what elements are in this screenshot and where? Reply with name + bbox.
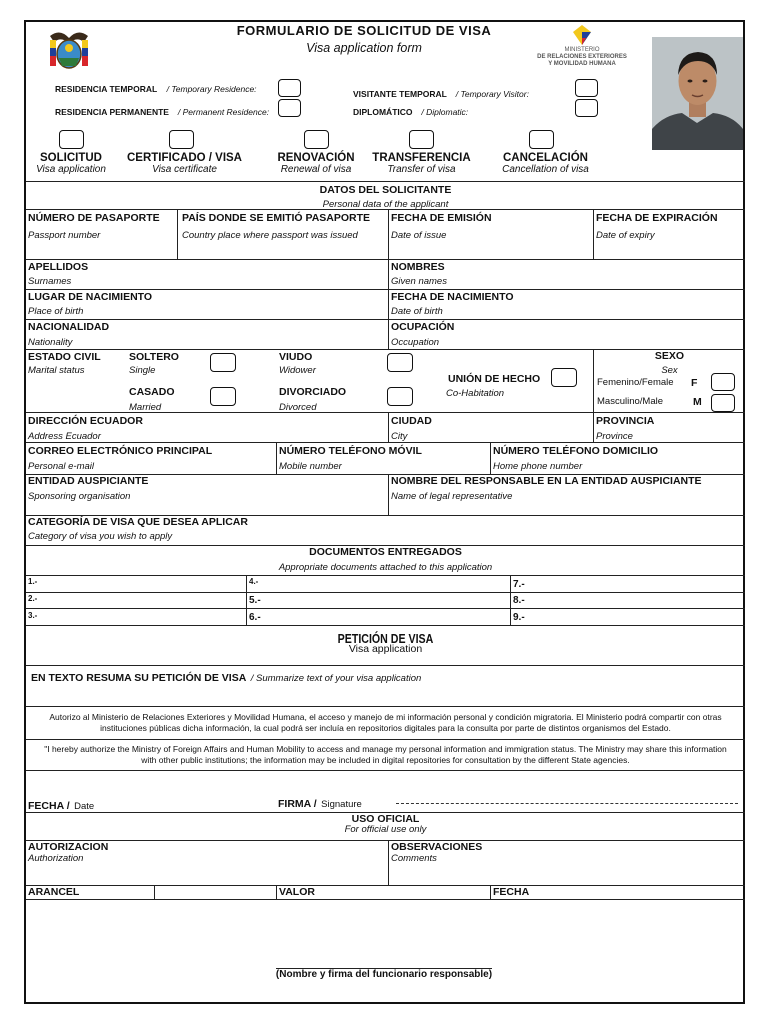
applicant-section-title: DATOS DEL SOLICITANTE xyxy=(319,184,452,196)
issuing-country-label: PAÍS DONDE SE EMITIÓ PASAPORTE xyxy=(182,212,371,224)
renovacion-checkbox[interactable] xyxy=(304,130,329,149)
expiry-date-field[interactable]: Date of expiry xyxy=(596,230,655,241)
nationality-field[interactable]: Nationality xyxy=(28,337,73,348)
legal-rep-label: NOMBRE DEL RESPONSABLE EN LA ENTIDAD AUSPICIANTE xyxy=(391,475,702,487)
home-phone-label: NÚMERO TELÉFONO DOMICILIO xyxy=(493,445,659,457)
widower-sublabel: Widower xyxy=(279,365,316,376)
request-type-solicitud: SOLICITUD Visa application xyxy=(36,152,106,175)
document-item-7[interactable]: 7.- xyxy=(513,579,525,590)
male-checkbox[interactable] xyxy=(711,394,735,412)
province-field[interactable]: Province xyxy=(596,431,633,442)
female-checkbox[interactable] xyxy=(711,373,735,391)
issuing-country-field[interactable]: Country place where passport was issued xyxy=(182,230,358,241)
single-label: SOLTERO xyxy=(129,351,179,363)
sponsor-label: ENTIDAD AUSPICIANTE xyxy=(28,475,149,487)
certificado-checkbox[interactable] xyxy=(169,130,194,149)
petition-summary-field[interactable] xyxy=(26,682,745,706)
cohabitation-checkbox[interactable] xyxy=(551,368,577,387)
male-code: M xyxy=(693,396,702,408)
birthdate-label: FECHA DE NACIMIENTO xyxy=(391,291,514,303)
province-label: PROVINCIA xyxy=(596,415,655,427)
surnames-field[interactable]: Surnames xyxy=(28,276,72,287)
issue-date-field[interactable]: Date of issue xyxy=(391,230,447,241)
address-field[interactable]: Address Ecuador xyxy=(28,431,101,442)
given-names-field[interactable]: Given names xyxy=(391,276,447,287)
cancelacion-checkbox[interactable] xyxy=(529,130,554,149)
birthdate-field[interactable]: Date of birth xyxy=(391,306,443,317)
female-label: Femenino/Female xyxy=(597,377,674,388)
ministry-name-line1: MINISTERIO xyxy=(564,47,600,53)
married-checkbox[interactable] xyxy=(210,387,236,406)
coat-of-arms-logo xyxy=(46,26,92,72)
address-label: DIRECCIÓN ECUADOR xyxy=(28,415,143,427)
temporary-visitor-checkbox[interactable] xyxy=(575,79,598,97)
occupation-field[interactable]: Occupation xyxy=(391,337,440,348)
form-subtitle: Visa application form xyxy=(306,41,422,55)
mobile-field[interactable]: Mobile number xyxy=(279,461,342,472)
legal-rep-field[interactable]: Name of legal representative xyxy=(391,491,513,502)
applicant-photo xyxy=(652,37,743,150)
cohabitation-label: UNIÓN DE HECHO xyxy=(448,373,541,385)
marital-status-label: ESTADO CIVIL xyxy=(28,351,101,363)
divorced-checkbox[interactable] xyxy=(387,387,413,406)
city-label: CIUDAD xyxy=(391,415,432,427)
passport-number-label: NÚMERO DE PASAPORTE xyxy=(28,212,160,224)
documents-subtitle: Appropriate documents attached to this application xyxy=(278,562,493,573)
document-item-2[interactable]: 2.- xyxy=(28,594,38,603)
sponsor-field[interactable]: Sponsoring organisation xyxy=(28,491,131,502)
diplomatic-label: DIPLOMÁTICO / Diplomatic: xyxy=(353,107,469,117)
marital-status-sublabel: Marital status xyxy=(28,365,85,376)
signature-line[interactable] xyxy=(396,803,738,804)
document-item-1[interactable]: 1.- xyxy=(28,577,38,586)
visa-form xyxy=(24,20,745,1004)
consent-text-en: "I hereby authorize the Ministry of Foreign Affairs and Human Mobility to access and manage my personal information and immigration status. The Ministry may share this information with other public institutions; the information may be included in digital repositories for consultation by the different State agencies. xyxy=(44,744,727,765)
male-label: Masculino/Male xyxy=(597,396,663,407)
date-label: FECHA / Date xyxy=(28,800,95,812)
single-sublabel: Single xyxy=(129,365,156,376)
documents-title: DOCUMENTOS ENTREGADOS xyxy=(309,546,462,558)
ministry-logo xyxy=(534,24,630,70)
married-label: CASADO xyxy=(129,386,175,398)
residency-permanent-checkbox[interactable] xyxy=(278,99,301,117)
temporary-visitor-label: VISITANTE TEMPORAL / Temporary Visitor: xyxy=(353,89,529,99)
document-item-4[interactable]: 4.- xyxy=(249,577,259,586)
married-sublabel: Married xyxy=(129,402,162,413)
surnames-label: APELLIDOS xyxy=(28,261,89,273)
expiry-date-label: FECHA DE EXPIRACIÓN xyxy=(596,212,718,224)
authorization-label: AUTORIZACION xyxy=(28,841,109,853)
fee-label: ARANCEL xyxy=(28,886,80,898)
mobile-label: NÚMERO TELÉFONO MÓVIL xyxy=(279,445,422,457)
widower-label: VIUDO xyxy=(279,351,313,363)
form-title: FORMULARIO DE SOLICITUD DE VISA xyxy=(236,23,492,38)
observations-label: OBSERVACIONES xyxy=(391,841,483,853)
sex-sublabel: Sex xyxy=(661,365,678,376)
solicitud-checkbox[interactable] xyxy=(59,130,84,149)
passport-number-field[interactable]: Passport number xyxy=(28,230,101,241)
city-field[interactable]: City xyxy=(391,431,408,442)
request-type-certificado: CERTIFICADO / VISA Visa certificate xyxy=(126,152,242,175)
consent-text-es: Autorizo al Ministerio de Relaciones Exteriores y Movilidad Humana, el acceso y manejo de mi información personal y condición migratoria. El Ministerio podrá compartir con otras instituciones públicas dicha información, la cual podrá ser incluía en repositorios digitales para la consulta por parte de distintos organismos del Estado. xyxy=(49,712,722,733)
email-label: CORREO ELECTRÓNICO PRINCIPAL xyxy=(28,445,213,457)
single-checkbox[interactable] xyxy=(210,353,236,372)
email-field[interactable]: Personal e-mail xyxy=(28,461,94,472)
widower-checkbox[interactable] xyxy=(387,353,413,372)
applicant-section-subtitle: Personal data of the applicant xyxy=(322,199,449,210)
birthplace-label: LUGAR DE NACIMIENTO xyxy=(28,291,153,303)
ministry-emblem-icon xyxy=(571,24,593,46)
cohabitation-sublabel: Co-Habitation xyxy=(446,388,505,399)
home-phone-field[interactable]: Home phone number xyxy=(493,461,583,472)
official-date-label: FECHA xyxy=(493,886,530,898)
petition-subtitle: Visa application xyxy=(348,643,423,655)
given-names-label: NOMBRES xyxy=(391,261,445,273)
date-field[interactable] xyxy=(96,792,256,808)
transferencia-checkbox[interactable] xyxy=(409,130,434,149)
sex-label: SEXO xyxy=(654,350,685,362)
birthplace-field[interactable]: Place of birth xyxy=(28,306,84,317)
visa-category-label: CATEGORÍA DE VISA QUE DESEA APLICAR xyxy=(28,516,248,528)
document-item-5[interactable]: 5.- xyxy=(249,595,261,606)
official-signature-caption: (Nombre y firma del funcionario responsable) xyxy=(275,969,493,980)
document-item-3[interactable]: 3.- xyxy=(28,611,38,620)
petition-title: PETICIÓN DE VISA xyxy=(337,632,434,646)
document-item-9[interactable]: 9.- xyxy=(513,612,525,623)
document-item-6[interactable]: 6.- xyxy=(249,612,261,623)
nationality-label: NACIONALIDAD xyxy=(28,321,110,333)
official-use-title: USO OFICIAL xyxy=(351,813,420,825)
ministry-name-line3: Y MOVILIDAD HUMANA xyxy=(548,61,616,67)
residency-permanent-label: RESIDENCIA PERMANENTE / Permanent Residence: xyxy=(55,107,270,117)
observations-sublabel: Comments xyxy=(391,853,437,864)
value-label: VALOR xyxy=(279,886,315,898)
official-use-subtitle: For official use only xyxy=(344,824,427,835)
female-code: F xyxy=(691,377,698,389)
petition-summary-label: EN TEXTO RESUMA SU PETICIÓN DE VISA / Summarize text of your visa application xyxy=(31,672,422,684)
authorization-sublabel: Authorization xyxy=(28,853,84,864)
residency-temporal-checkbox[interactable] xyxy=(278,79,301,97)
divorced-sublabel: Divorced xyxy=(279,402,317,413)
diplomatic-checkbox[interactable] xyxy=(575,99,598,117)
request-type-renovacion: RENOVACIÓN Renewal of visa xyxy=(277,152,355,175)
request-type-transferencia: TRANSFERENCIA Transfer of visa xyxy=(372,152,471,175)
occupation-label: OCUPACIÓN xyxy=(391,321,455,333)
issue-date-label: FECHA DE EMISIÓN xyxy=(391,212,492,224)
visa-category-field[interactable]: Category of visa you wish to apply xyxy=(28,531,173,542)
document-item-8[interactable]: 8.- xyxy=(513,595,525,606)
residency-temporal-label: RESIDENCIA TEMPORAL / Temporary Residence: xyxy=(55,84,257,94)
signature-label: FIRMA / Signature xyxy=(278,798,362,810)
request-type-cancelacion: CANCELACIÓN Cancellation of visa xyxy=(502,152,589,175)
ministry-name-line2: DE RELACIONES EXTERIORES xyxy=(537,54,627,60)
divorced-label: DIVORCIADO xyxy=(279,386,347,398)
